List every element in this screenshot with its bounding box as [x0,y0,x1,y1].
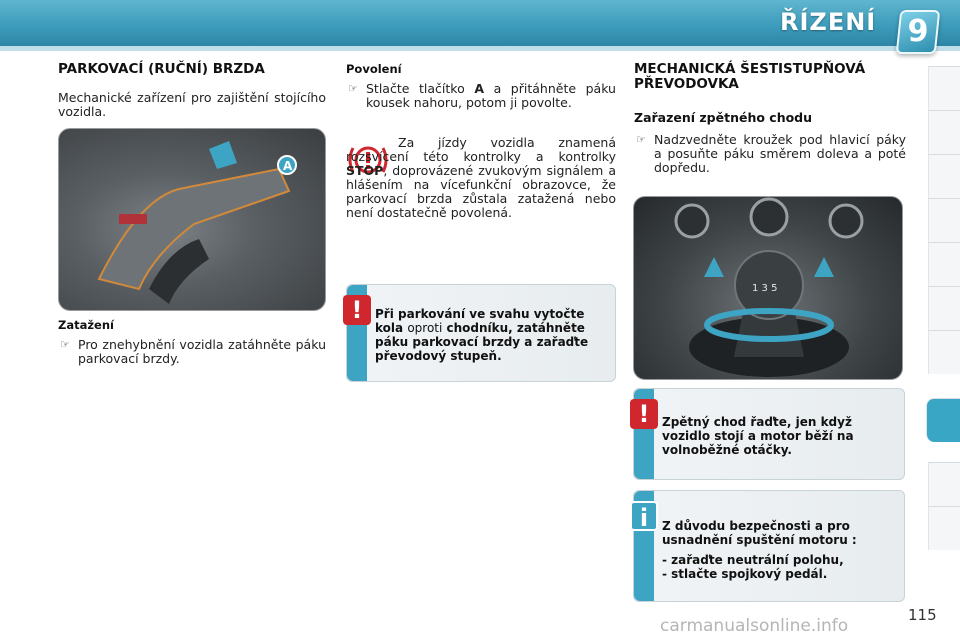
warning-box-reverse [633,388,905,480]
section-title-gearbox: MECHANICKÁ ŠESTISTUPŇOVÁ PŘEVODOVKA [634,61,866,92]
release-bullet [346,82,616,110]
up-arrow-icon [704,257,724,277]
warning-slope-part1: Při parkování ve svahu vytočte kola [375,307,585,335]
release-button-red [119,214,147,224]
warning-slope-text [375,307,607,363]
gear-lever-photo [633,196,903,380]
warning-reverse-text: Zpětný chod řaďte, jen když vozidlo stojí a motor běží na volnoběžné otáčky. [662,415,854,457]
header-stripe [0,46,960,51]
chapter-tab[interactable] [928,110,960,154]
photo-label-a: A [283,159,293,173]
lamp-text-part1: Za jízdy vozidla znamená rozsvícení této kontrolky a kontrolky [346,135,616,164]
parking-brake-illustration [59,129,326,311]
apply-bullet [58,338,326,366]
apply-block [58,318,326,366]
chapter-tab[interactable] [928,66,960,110]
exclamation-icon: ! [343,295,371,325]
svg-text:1 3 5: 1 3 5 [752,283,778,294]
warning-slope-part3: chodníku, zatáhněte páku parkovací brzdy a zařaďte převodový stupeň. [375,321,589,363]
info-text [662,519,896,581]
gearbox-column [634,62,906,175]
watermark: carmanualsonline.info [660,616,849,636]
chapter-tab[interactable] [928,286,960,330]
chapter-title: ŘÍZENÍ [780,8,877,36]
reverse-text: Nadzvedněte kroužek pod hlavicí páky a posuňte páku směrem doleva a poté dopředu. [654,132,906,175]
apply-title: Zatažení [58,318,114,332]
chapter-tab[interactable] [928,242,960,286]
pointer-icon: ☞ [636,133,646,146]
info-title: Z důvodu bezpečnosti a pro usnadnění spuštění motoru : [662,519,857,547]
release-button-label: A [474,81,484,96]
chapter-number: 9 [907,14,929,49]
release-text-part2: a přitáhněte páku kousek nahoru, potom ji povolte. [366,81,616,110]
info-item: - zařaďte neutrální polohu, [662,553,844,567]
chapter-badge [896,10,941,54]
parking-brake-column [58,62,326,119]
chapter-tab[interactable] [928,330,960,374]
release-text-part1: Stlačte tlačítko [366,81,465,96]
parking-brake-photo [58,128,326,311]
chapter-tab-active[interactable] [926,398,960,442]
info-item: - stlačte spojkový pedál. [662,567,828,581]
warning-slope-part2: oproti [407,321,443,335]
page-header [0,0,960,58]
lamp-description [346,136,616,220]
lamp-text [346,136,616,220]
chapter-tab[interactable] [928,198,960,242]
reverse-bullet [634,133,906,175]
exclamation-icon: ! [630,399,658,429]
chapter-tab[interactable] [928,462,960,506]
pointer-icon: ☞ [60,338,70,351]
gear-lever-illustration [634,197,903,380]
parking-brake-intro: Mechanické zařízení pro zajištění stojícího vozidla. [58,90,326,119]
apply-text: Pro znehybnění vozidla zatáhněte páku parkovací brzdy. [78,337,326,366]
chapter-tab[interactable] [928,506,960,550]
info-box-start [633,490,905,602]
reverse-gear-title: Zařazení zpětného chodu [634,110,813,125]
section-title-parking-brake: PARKOVACÍ (RUČNÍ) BRZDA [58,61,265,77]
pointer-icon: ☞ [348,82,358,95]
warning-box-slope [346,284,616,382]
release-block [346,62,616,110]
arrow-icon [209,141,237,169]
lamp-stop-label: STOP [346,163,384,178]
lamp-text-part2: , doprovázené zvukovým signálem a hlášením na vícefunkční obrazovce, že parkovací brzda zůstala zatažená nebo není dostatečně povolená. [346,163,616,220]
info-icon: i [630,501,658,531]
chapter-tabs [928,66,960,578]
up-arrow-icon [814,257,834,277]
release-title: Povolení [346,62,402,76]
page-number: 115 [908,606,937,624]
release-text [366,82,616,110]
chapter-tab[interactable] [928,154,960,198]
